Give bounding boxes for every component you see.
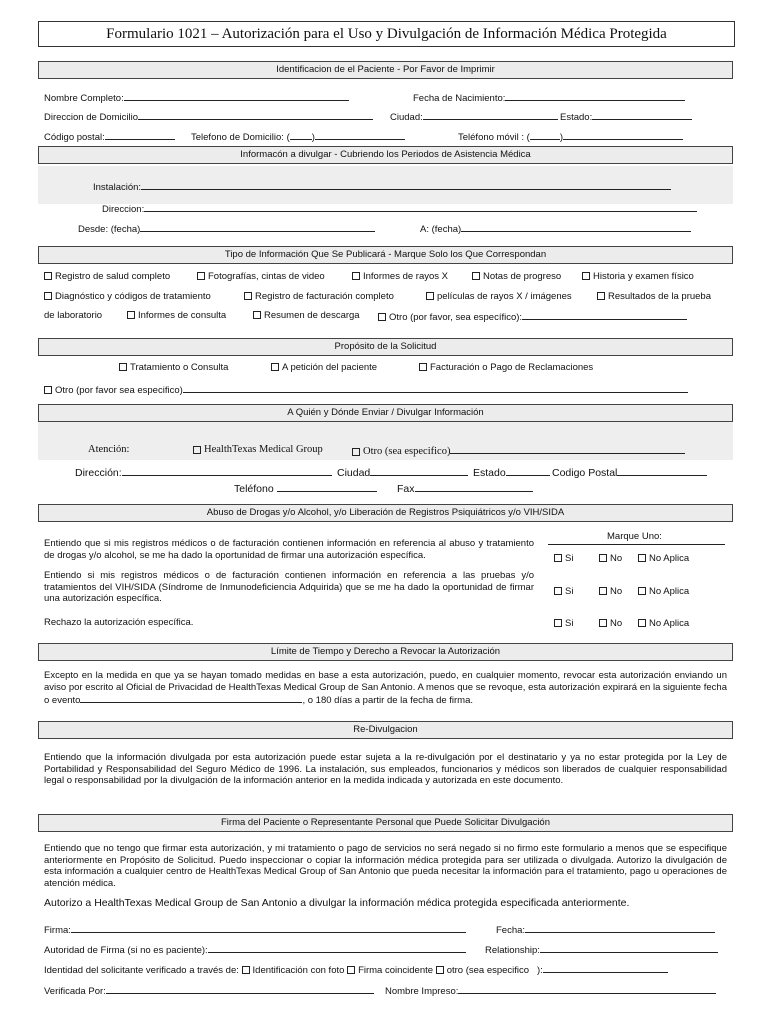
info-address-label: Direccion: — [102, 204, 145, 215]
expiration-field[interactable] — [80, 693, 302, 703]
q2-no[interactable] — [599, 586, 622, 597]
other-close: ): — [536, 965, 543, 976]
section-patient-header: Identificacion de el Paciente - Por Favor de Imprimir — [38, 61, 733, 79]
time-text-b: , o 180 días a partir de la fecha de firma. — [302, 695, 474, 706]
checkbox[interactable] — [197, 272, 205, 280]
yes-label: Si — [565, 586, 574, 597]
printed-name-field[interactable] — [385, 984, 716, 997]
checkbox[interactable] — [253, 311, 261, 319]
verified-label: Verificada Por: — [44, 986, 106, 997]
type-label: Fotografías, cintas de video — [208, 271, 325, 282]
purpose-billing[interactable] — [419, 362, 593, 373]
purpose-label: Facturación o Pago de Reclamaciones — [430, 362, 594, 373]
recipient-fax-field[interactable] — [397, 482, 533, 495]
type-label: Diagnóstico y códigos de tratamiento — [55, 291, 211, 302]
q3-yes[interactable] — [554, 618, 573, 629]
recipient-city-field[interactable] — [337, 466, 468, 479]
na-label: No Aplica — [649, 553, 690, 564]
checkbox[interactable] — [242, 966, 250, 974]
checkbox[interactable] — [352, 448, 360, 456]
redisclosure-text: Entiendo que la información divulgada por esta autorización puede estar sujeta a la re-divulgación por el destinatario y ya no estar protegida por la Ley de Portabilidad y Responsabilidad del Seguro Médico de 1996. La instalación, sus empleados, funcionarios y médicos son liberados de cualquier responsabilidad legal o responsabilidad por la divulgación de la información anterior en la medida indicada y autorizada en este documento. — [44, 752, 727, 786]
checkbox[interactable] — [582, 272, 590, 280]
recipient-address-label: Dirección: — [75, 467, 122, 479]
type-xray-reports[interactable] — [352, 271, 448, 282]
section-type-header: Tipo de Información Que Se Publicará - Marque Solo los Que Correspondan — [38, 246, 733, 264]
identity-label: Identidad del solicitante verificado a través de: — [44, 965, 239, 976]
yes-label: Si — [565, 618, 574, 629]
recipient-address-field[interactable] — [75, 466, 332, 479]
recipient-htmg[interactable] — [193, 444, 323, 455]
na-label: No Aplica — [649, 586, 690, 597]
from-date-label: Desde: (fecha) — [78, 224, 141, 235]
recipient-other[interactable] — [352, 444, 685, 457]
type-label: Resumen de descarga — [264, 310, 360, 321]
home-phone-paren: ) — [311, 132, 315, 143]
recipient-label: Otro (sea especifico) — [363, 446, 451, 457]
checkbox[interactable] — [436, 966, 444, 974]
checkbox[interactable] — [638, 554, 646, 562]
checkbox[interactable] — [271, 363, 279, 371]
zip-field[interactable] — [44, 130, 175, 143]
q3-na[interactable] — [638, 618, 689, 629]
dob-label: Fecha de Nacimiento: — [413, 93, 506, 104]
yes-label: Si — [565, 553, 574, 564]
type-label: Registro de facturación completo — [255, 291, 394, 302]
type-progress-notes[interactable] — [472, 271, 561, 282]
relationship-label: Relationship: — [485, 945, 540, 956]
type-label: Informes de consulta — [138, 310, 227, 321]
authority-label: Autoridad de Firma (si no es paciente): — [44, 945, 208, 956]
type-lab-results[interactable] — [597, 291, 711, 302]
no-label: No — [610, 618, 623, 629]
state-label: Estado: — [560, 112, 593, 123]
type-other[interactable] — [378, 310, 687, 323]
checkbox[interactable] — [352, 272, 360, 280]
attention-label: Atención: — [88, 444, 130, 455]
home-phone-label: Telefono de Domicilio: ( — [191, 132, 290, 143]
date-label: Fecha: — [496, 925, 526, 936]
divider — [548, 544, 725, 545]
section-redisclosure-header: Re-Divulgacion — [38, 721, 733, 739]
purpose-label: Tratamiento o Consulta — [130, 362, 229, 373]
time-text-a: Excepto en la medida en que ya se hayan tomado medidas en base a esta autorización, puedo, en cualquier momento, revocar esta autorización enviando un aviso por escrito al Oficial de Privacidad de HealthTexas Medical Group de San Antonio. A menos que se revoque, esta autorización expirará en la siguiente fecha o evento — [44, 670, 727, 706]
type-diagnosis-codes[interactable] — [44, 291, 211, 302]
abuse-question-1: Entiendo que si mis registros médicos o de facturación contienen información en referencia al abuso y tratamiento de drogas y/o alcohol, se me ha dado la oportunidad de firmar una autorización específica. — [44, 538, 534, 561]
type-history-exam[interactable] — [582, 271, 694, 282]
checkbox[interactable] — [347, 966, 355, 974]
verified-field[interactable] — [44, 984, 374, 997]
section-info-header: Informacón a divulgar - Cubriendo los Periodos de Asistencia Médica — [38, 146, 733, 164]
recipient-city-label: Ciudad — [337, 467, 371, 479]
checkbox[interactable] — [426, 292, 434, 300]
signature-field[interactable] — [44, 923, 466, 936]
type-lab-results-cont: de laboratorio — [44, 310, 103, 321]
cell-phone-label: Teléfono móvil : ( — [458, 132, 530, 143]
address-label: Direccion de Domicilio — [44, 112, 138, 123]
address-field[interactable] — [44, 110, 373, 123]
type-full-record[interactable] — [44, 271, 170, 282]
recipient-zip-label: Codigo Postal — [552, 467, 618, 479]
authorize-text: Autorizo a HealthTexas Medical Group de San Antonio a divulgar la información médica protegida especificada anteriormente. — [44, 897, 630, 909]
q2-na[interactable] — [638, 586, 689, 597]
to-date-label: A: (fecha) — [420, 224, 462, 235]
zip-label: Código postal: — [44, 132, 105, 143]
type-label: Historia y examen físico — [593, 271, 694, 282]
checkbox[interactable] — [554, 587, 562, 595]
type-discharge-summary[interactable] — [253, 310, 360, 321]
checkbox[interactable] — [554, 554, 562, 562]
checkbox[interactable] — [554, 619, 562, 627]
q3-no[interactable] — [599, 618, 622, 629]
form-title: Formulario 1021 – Autorización para el Uso y Divulgación de Información Médica Protegida — [38, 21, 735, 47]
recipient-zip-field[interactable] — [552, 466, 707, 479]
cell-phone-paren: ) — [559, 132, 563, 143]
checkbox[interactable] — [599, 619, 607, 627]
checkbox[interactable] — [599, 554, 607, 562]
checkbox[interactable] — [44, 386, 52, 394]
type-label: Informes de rayos X — [363, 271, 449, 282]
city-field[interactable] — [390, 110, 558, 123]
type-label: Otro (por favor, sea específico): — [389, 312, 523, 323]
type-label: Registro de salud completo — [55, 271, 171, 282]
facility-field[interactable] — [93, 180, 671, 193]
recipient-fax-label: Fax — [397, 483, 415, 495]
checkbox[interactable] — [638, 587, 646, 595]
checkbox[interactable] — [119, 363, 127, 371]
section-abuse-header: Abuso de Drogas y/o Alcohol, y/o Liberación de Registros Psiquiátricos y/o VIH/SIDA — [38, 504, 733, 522]
facility-label: Instalación: — [93, 182, 142, 193]
section-signature-header: Firma del Paciente o Representante Personal que Puede Solicitar Divulgación — [38, 814, 733, 832]
q1-na[interactable] — [638, 553, 689, 564]
section-time-header: Límite de Tiempo y Derecho a Revocar la Autorización — [38, 643, 733, 661]
photo-id-label: Identificación con foto — [252, 965, 345, 976]
checkbox[interactable] — [472, 272, 480, 280]
type-label: Notas de progreso — [483, 271, 562, 282]
signature-text: Entiendo que no tengo que firmar esta autorización, y mi tratamiento o pago de servicios no será negado si no firmo este formulario a menos que se especifique anteriormente en Propósito de Solicitud. Puedo inspeccionar o copiar la información médica protegida para ser utilizada o divulgada. Autorizo la divulgación de esta información a cualquier centro de HealthTexas Medical Group of San Antonio que pueda necesitar la información para el tratamiento, pago u operaciones de atención médica. — [44, 843, 727, 889]
checkbox[interactable] — [378, 313, 386, 321]
type-xray-films[interactable] — [426, 291, 572, 302]
checkbox[interactable] — [44, 292, 52, 300]
patient-name-label: Nombre Completo: — [44, 93, 124, 104]
home-phone-field[interactable] — [191, 130, 405, 143]
city-label: Ciudad: — [390, 112, 423, 123]
to-date-field[interactable] — [420, 222, 691, 235]
purpose-patient-request[interactable] — [271, 362, 377, 373]
q2-yes[interactable] — [554, 586, 573, 597]
recipient-phone-label: Teléfono — [234, 483, 274, 495]
abuse-question-2: Entiendo si mis registros médicos o de facturación contienen información en referencia a las pruebas y/o tratamientos del VIH/SIDA (Síndrome de Inmunodeficiencia Adquirida) que se me ha dado la oportunidad de firmar una autorización específica. — [44, 570, 534, 604]
na-label: No Aplica — [649, 618, 690, 629]
section-purpose-header: Propósito de la Solicitud — [38, 338, 733, 356]
state-field[interactable] — [560, 110, 692, 123]
mark-one-label: Marque Uno: — [607, 531, 662, 542]
match-sig-label: Firma coincidente — [358, 965, 434, 976]
recipient-label: HealthTexas Medical Group — [204, 444, 323, 455]
checkbox[interactable] — [638, 619, 646, 627]
q1-yes[interactable] — [554, 553, 573, 564]
purpose-other[interactable] — [44, 383, 688, 396]
checkbox[interactable] — [193, 446, 201, 454]
purpose-label: A petición del paciente — [282, 362, 378, 373]
printed-name-label: Nombre Impreso: — [385, 986, 459, 997]
purpose-treatment[interactable] — [119, 362, 228, 373]
no-label: No — [610, 553, 623, 564]
purpose-label: Otro (por favor sea especifico) — [55, 385, 183, 396]
checkbox[interactable] — [599, 587, 607, 595]
dob-field[interactable] — [413, 91, 685, 104]
checkbox[interactable] — [127, 311, 135, 319]
checkbox[interactable] — [244, 292, 252, 300]
recipient-state-label: Estado — [473, 467, 506, 479]
checkbox[interactable] — [419, 363, 427, 371]
abuse-question-3: Rechazo la autorización específica. — [44, 617, 194, 628]
other-label: otro (sea especifico — [446, 965, 530, 976]
cell-phone-field[interactable] — [458, 130, 683, 143]
type-label: Resultados de la prueba — [608, 291, 711, 302]
authority-field[interactable] — [44, 943, 466, 956]
patient-name-field[interactable] — [44, 91, 349, 104]
type-consult-reports[interactable] — [127, 310, 226, 321]
recipient-phone-field[interactable] — [234, 482, 377, 495]
time-limit-text — [44, 670, 727, 707]
date-field[interactable] — [496, 923, 715, 936]
identity-row — [44, 963, 668, 976]
type-billing-record[interactable] — [244, 291, 394, 302]
q1-no[interactable] — [599, 553, 622, 564]
info-address-field[interactable] — [102, 202, 697, 215]
checkbox[interactable] — [597, 292, 605, 300]
relationship-field[interactable] — [485, 943, 718, 956]
other-field[interactable] — [543, 963, 668, 973]
section-recipient-header: A Quién y Dónde Enviar / Divulgar Información — [38, 404, 733, 422]
type-photos[interactable] — [197, 271, 325, 282]
from-date-field[interactable] — [78, 222, 375, 235]
checkbox[interactable] — [44, 272, 52, 280]
no-label: No — [610, 586, 623, 597]
signature-label: Firma: — [44, 925, 71, 936]
type-label: películas de rayos X / imágenes — [437, 291, 572, 302]
recipient-state-field[interactable] — [473, 466, 550, 479]
